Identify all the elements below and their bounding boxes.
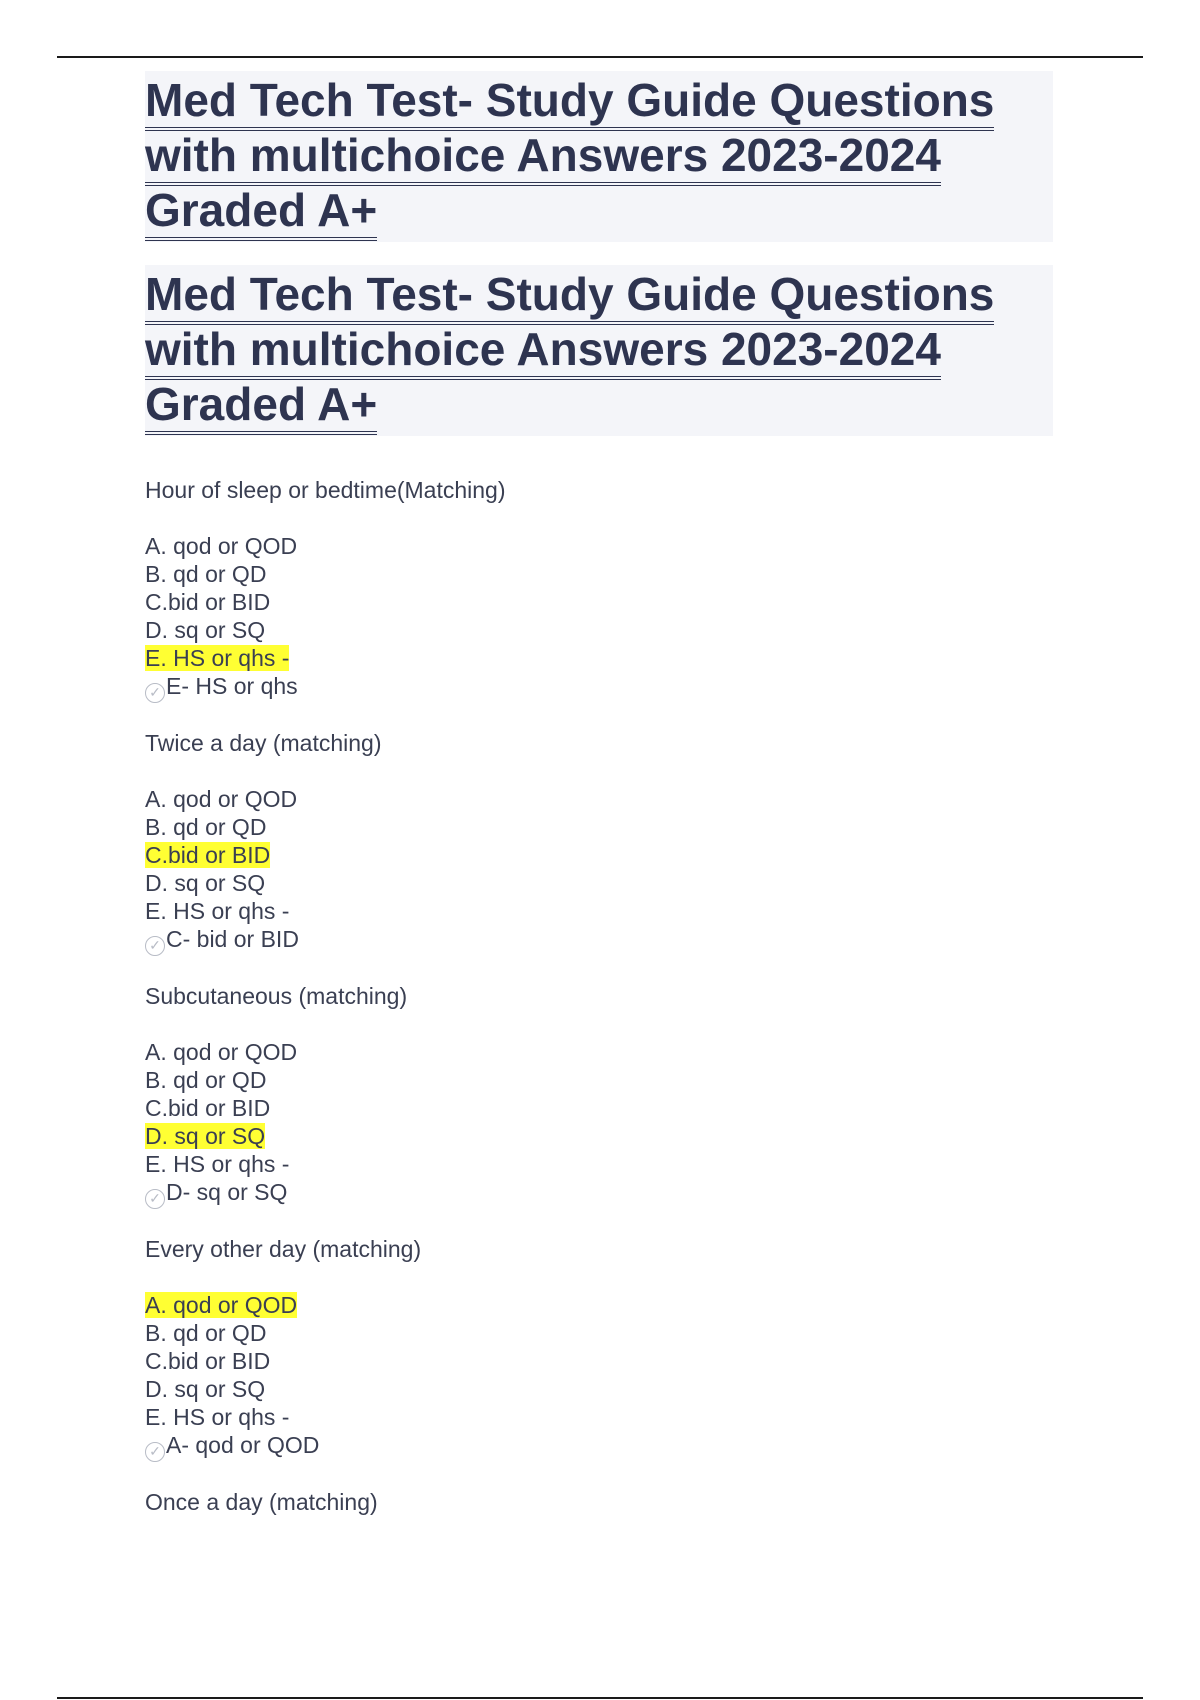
correct-answer-text: C- bid or BID <box>166 926 299 952</box>
option-text: C.bid or BID <box>145 589 271 615</box>
answer-option <box>145 588 1045 616</box>
page-bottom-rule <box>57 1697 1143 1699</box>
answer-option <box>145 616 1045 644</box>
title-line: Med Tech Test- Study Guide Questions <box>145 268 994 325</box>
highlighted-option-text: D. sq or SQ <box>145 1123 266 1149</box>
check-circle-icon: ✓ <box>145 1189 165 1209</box>
question-block <box>145 476 1045 703</box>
document-title <box>145 71 1053 242</box>
document-title-repeat <box>145 265 1053 436</box>
correct-answer <box>145 672 1045 703</box>
answer-option <box>145 1319 1045 1347</box>
page-top-rule <box>57 56 1143 58</box>
option-text: D. sq or SQ <box>145 617 266 643</box>
correct-answer-text: A- qod or QOD <box>166 1432 320 1458</box>
check-circle-icon: ✓ <box>145 1442 165 1462</box>
question-prompt: Once a day (matching) <box>145 1489 378 1515</box>
answer-option <box>145 1066 1045 1094</box>
check-circle-icon: ✓ <box>145 936 165 956</box>
question-block <box>145 982 1045 1209</box>
question-prompt: Twice a day (matching) <box>145 730 382 756</box>
option-text: A. qod or QOD <box>145 533 298 559</box>
option-text: A. qod or QOD <box>145 786 298 812</box>
question-block <box>145 729 1045 956</box>
answer-option <box>145 1375 1045 1403</box>
answer-option <box>145 1094 1045 1122</box>
option-text: C.bid or BID <box>145 1348 271 1374</box>
option-text: E. HS or qhs - <box>145 898 290 924</box>
title-line: Graded A+ <box>145 378 377 435</box>
correct-answer <box>145 1431 1045 1462</box>
question-list <box>145 476 1045 1544</box>
correct-answer-text: D- sq or SQ <box>166 1179 288 1205</box>
answer-option <box>145 841 1045 869</box>
highlighted-option-text: A. qod or QOD <box>145 1292 298 1318</box>
answer-option <box>145 1403 1045 1431</box>
answer-option <box>145 869 1045 897</box>
option-text: D. sq or SQ <box>145 870 266 896</box>
option-text: E. HS or qhs - <box>145 1404 290 1430</box>
answer-option <box>145 1122 1045 1150</box>
title-line: with multichoice Answers 2023-2024 <box>145 323 941 380</box>
option-text: C.bid or BID <box>145 1095 271 1121</box>
question-prompt: Every other day (matching) <box>145 1236 422 1262</box>
highlighted-option-text: C.bid or BID <box>145 842 271 868</box>
option-text: B. qd or QD <box>145 814 267 840</box>
question-block <box>145 1488 1045 1516</box>
title-line: with multichoice Answers 2023-2024 <box>145 129 941 186</box>
answer-option <box>145 644 1045 672</box>
option-text: E. HS or qhs - <box>145 1151 290 1177</box>
highlighted-option-text: E. HS or qhs - <box>145 645 290 671</box>
question-prompt: Subcutaneous (matching) <box>145 983 408 1009</box>
option-text: A. qod or QOD <box>145 1039 298 1065</box>
correct-answer <box>145 1178 1045 1209</box>
correct-answer <box>145 925 1045 956</box>
answer-option <box>145 1150 1045 1178</box>
answer-option <box>145 785 1045 813</box>
question-prompt: Hour of sleep or bedtime(Matching) <box>145 477 506 503</box>
answer-option <box>145 1038 1045 1066</box>
check-circle-icon: ✓ <box>145 683 165 703</box>
answer-option <box>145 560 1045 588</box>
answer-option <box>145 1347 1045 1375</box>
option-text: B. qd or QD <box>145 561 267 587</box>
option-text: D. sq or SQ <box>145 1376 266 1402</box>
answer-option <box>145 1291 1045 1319</box>
option-text: B. qd or QD <box>145 1067 267 1093</box>
title-line: Graded A+ <box>145 184 377 241</box>
option-text: B. qd or QD <box>145 1320 267 1346</box>
answer-option <box>145 532 1045 560</box>
answer-option <box>145 813 1045 841</box>
correct-answer-text: E- HS or qhs <box>166 673 298 699</box>
answer-option <box>145 897 1045 925</box>
title-line: Med Tech Test- Study Guide Questions <box>145 74 994 131</box>
question-block <box>145 1235 1045 1462</box>
